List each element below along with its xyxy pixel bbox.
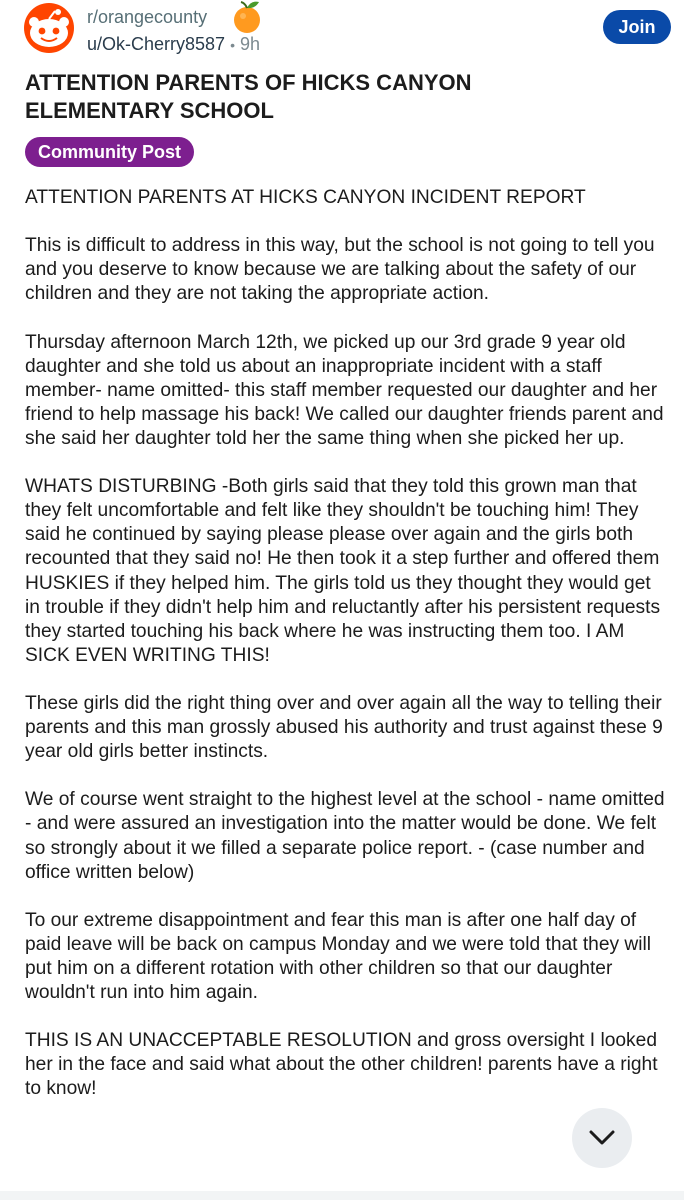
- author-username[interactable]: u/Ok-Cherry8587: [87, 34, 226, 54]
- reddit-avatar-icon[interactable]: [24, 3, 74, 53]
- body-paragraph: Thursday afternoon March 12th, we picked up our 3rd grade 9 year old daughter and she told us about an inappropriate incident with a staff member- name omitted- this staff member requested our daughter and her friend to help massage his back! We called our daughter friends parent and she said her daughter told her the same thing when she picked her up.: [25, 331, 664, 449]
- post-age: 9h: [239, 34, 260, 54]
- join-button[interactable]: Join: [603, 10, 671, 44]
- body-paragraph: ATTENTION PARENTS AT HICKS CANYON INCIDENT REPORT: [25, 187, 586, 208]
- body-paragraph: THIS IS AN UNACCEPTABLE RESOLUTION and gross oversight I looked her in the face and said what about the other children! parents have a right to know!: [25, 1030, 658, 1100]
- chevron-down-icon: [588, 1129, 616, 1147]
- body-paragraph: We of course went straight to the highest level at the school - name omitted - and were assured an investigation into the matter would be done. We felt so strongly about it we filled a separate police report. - (case number and office written below): [25, 789, 665, 883]
- scroll-down-button[interactable]: [572, 1108, 632, 1168]
- post-title[interactable]: ATTENTION PARENTS OF HICKS CANYON ELEMENTARY SCHOOL: [25, 70, 472, 123]
- body-paragraph: To our extreme disappointment and fear this man is after one half day of paid leave will be back on campus Monday and we were told that they will put him on a different rotation with other children so that our daughter wouldn't run into him again.: [25, 909, 652, 1004]
- bottom-divider: [0, 1191, 684, 1200]
- author-line: [87, 33, 260, 56]
- post-header: [0, 0, 684, 64]
- subreddit-name[interactable]: r/orangecounty: [87, 7, 208, 27]
- post-body: [25, 186, 665, 1126]
- post-flair[interactable]: Community Post: [25, 137, 194, 167]
- body-paragraph: This is difficult to address in this way, but the school is not going to tell you and you deserve to know because we are talking about the safety of our children and they are not taking the appropriate action.: [25, 235, 655, 305]
- body-paragraph: These girls did the right thing over and over again all the way to telling their parents and this man grossly abused his authority and trust against these 9 year old girls better instincts.: [25, 692, 663, 763]
- separator-dot: •: [230, 37, 235, 53]
- tangerine-emoji: [231, 0, 263, 34]
- body-paragraph: WHATS DISTURBING -Both girls said that they told this grown man that they felt uncomfortable and felt like they shouldn't be touching him! They said he continued by saying please please over again and the girls both recounted that they said no! He then took it a step further and offered them HUSKIES if they helped him. The girls told us they thought they would get in trouble if they didn't help him and reluctantly after his persistent requests they started touching his back where he was instructing them too. I AM SICK EVEN WRITING THIS!: [25, 476, 661, 666]
